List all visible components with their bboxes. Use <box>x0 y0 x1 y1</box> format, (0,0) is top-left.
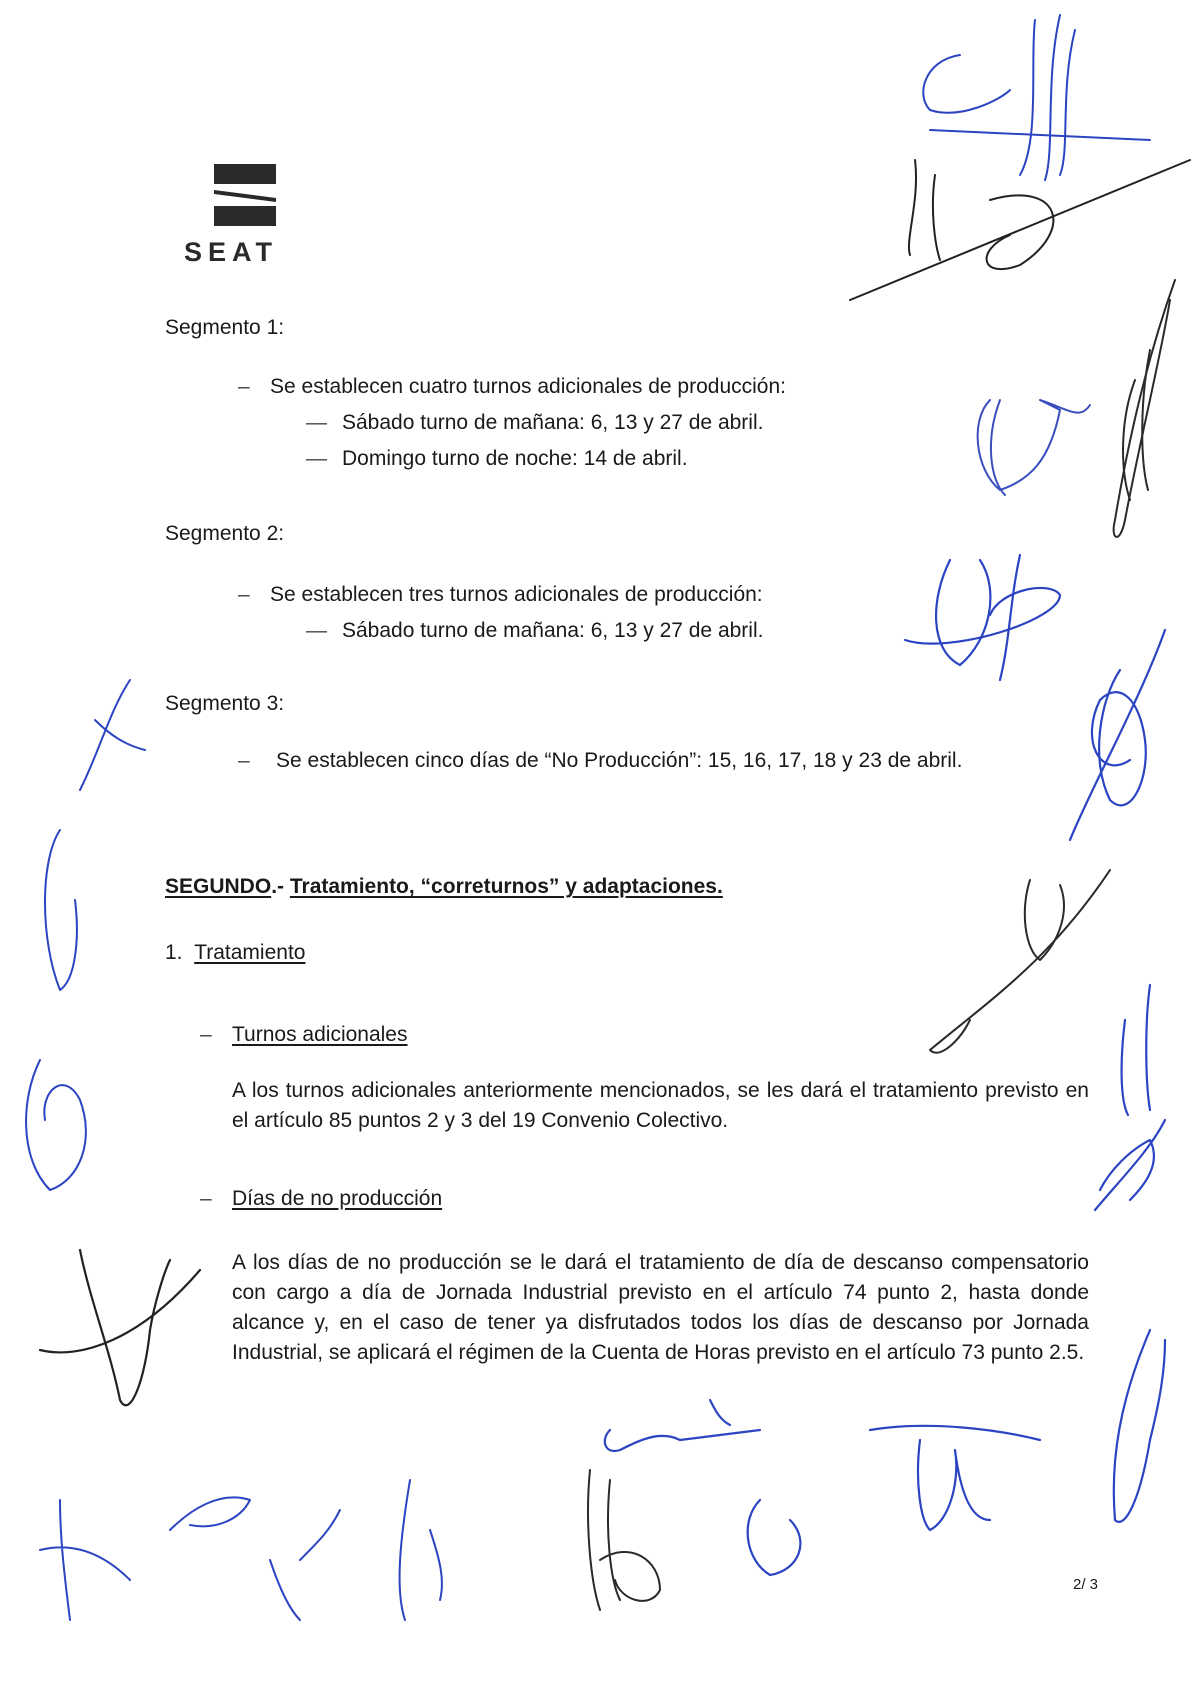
subsection-turnos-text: A los turnos adicionales anteriormente mencionados, se les dará el tratamiento previsto en el artículo 85 puntos 2 y 3 del 19 Convenio Colectivo. <box>232 1079 1089 1132</box>
treatment-heading: 1. Tratamiento <box>165 941 306 964</box>
page-number: 2/ 3 <box>1073 1576 1099 1593</box>
signature-icon <box>26 680 145 1190</box>
subsection-dias-text: A los días de no producción se le dará el tratamiento de día de descanso compensatorio con cargo a día de Jornada Industrial previsto en el artículo 74 punto 2, hasta donde alcance y, en el caso de tener ya disfrutados todos los días de descanso por Jornada Industrial, se aplicará el régimen de la Cuenta de Horas previsto en el artículo 73 punto 2.5. <box>232 1251 1089 1364</box>
signature-icon <box>978 400 1090 495</box>
segment-1-title: Segmento 1: <box>165 316 285 339</box>
signature-icon <box>1070 630 1165 840</box>
segment-2-sub-1: — Sábado turno de mañana: 6, 13 y 27 de abril. <box>306 619 764 642</box>
signature-icon <box>588 1470 660 1610</box>
segment-1-bullet: – Se establecen cuatro turnos adicionales de producción: <box>238 375 786 398</box>
segment-3-bullet: – Se establecen cinco días de “No Producción”: 15, 16, 17, 18 y 23 de abril. <box>238 749 963 772</box>
segment-1-sub-1: — Sábado turno de mañana: 6, 13 y 27 de abril. <box>306 411 764 434</box>
segment-1-sub-2: — Domingo turno de noche: 14 de abril. <box>306 447 688 470</box>
signature-icon <box>905 555 1060 680</box>
signature-icon <box>40 1250 200 1405</box>
segment-2-bullet: – Se establecen tres turnos adicionales de producción: <box>238 583 763 606</box>
signature-icon <box>1114 1330 1165 1522</box>
section-heading: SEGUNDO.- Tratamiento, “correturnos” y adaptaciones. <box>165 875 723 898</box>
subsection-dias-title: – Días de no producción <box>200 1187 443 1210</box>
signature-icon <box>1095 985 1165 1210</box>
signature-icon <box>605 1400 1040 1575</box>
subsection-turnos-title: – Turnos adicionales <box>200 1023 408 1046</box>
signature-icon <box>850 160 1190 300</box>
signature-icon <box>923 15 1150 180</box>
segment-3-title: Segmento 3: <box>165 692 285 715</box>
segment-2-title: Segmento 2: <box>165 522 285 545</box>
brand-wordmark: SEAT <box>184 237 279 267</box>
seat-logo-icon <box>210 160 280 230</box>
signature-icon <box>1114 280 1175 537</box>
signature-icon <box>930 870 1110 1053</box>
signature-icon <box>40 1480 442 1620</box>
